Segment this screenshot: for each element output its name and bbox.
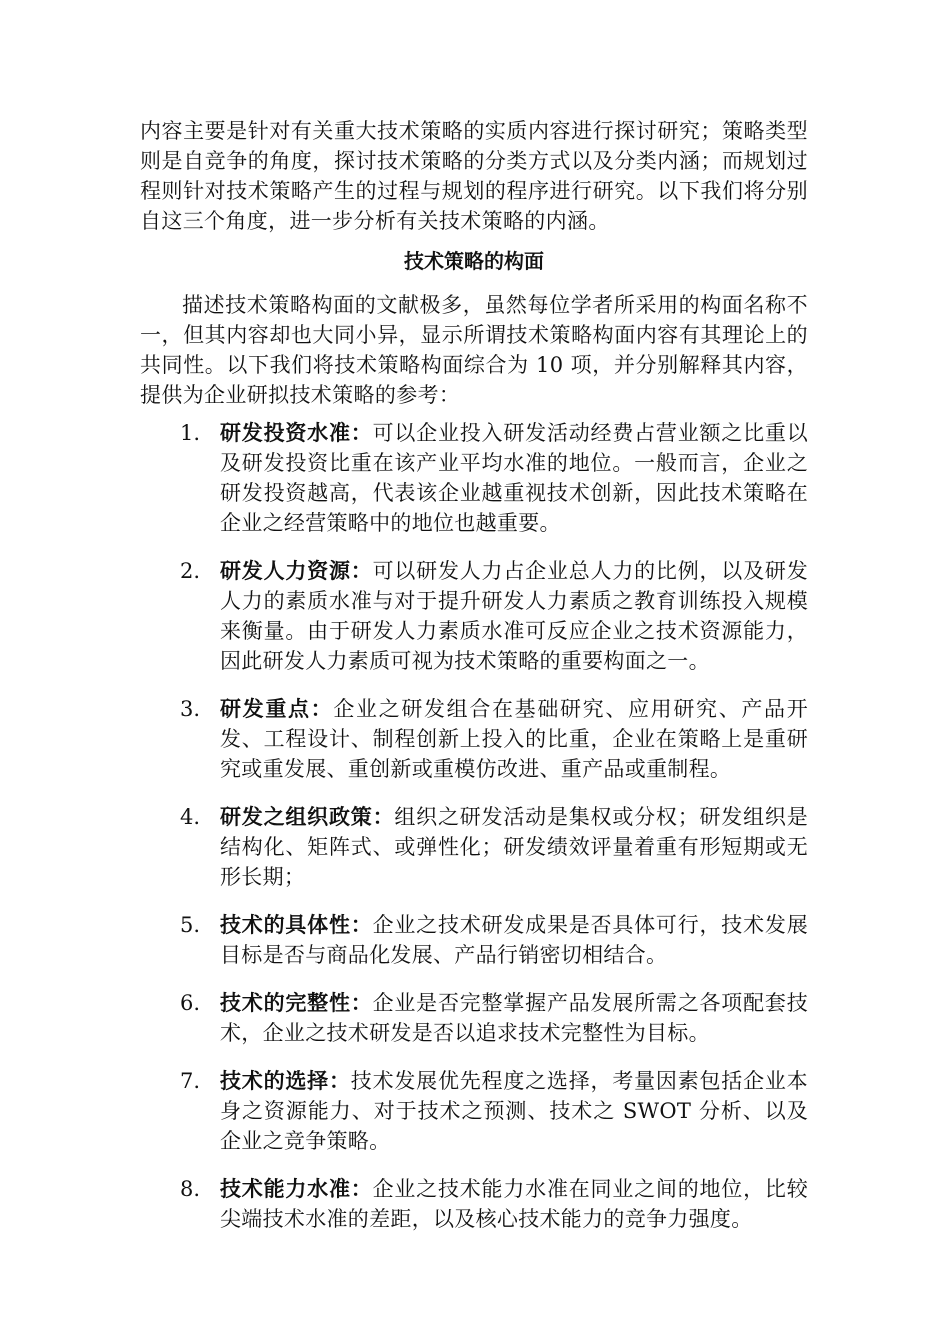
list-item-term: 研发重点：: [220, 697, 334, 721]
list-item-number: 6.: [180, 991, 201, 1015]
list-item-number: 2.: [180, 559, 201, 583]
list-item-number: 3.: [180, 697, 201, 721]
list-item-term: 技术的完整性：: [220, 991, 373, 1015]
list-item: [140, 802, 808, 892]
list-item-text: 可以研发人力占企业总人力的比例，以及研发人力的素质水准与对于提升研发人力素质之教育训练投入规模来衡量。由于研发人力素质水准可反应企业之技术资源能力，因此研发人力素质可视为技术策略的重要构面之一。: [220, 559, 808, 673]
list-item: [140, 556, 808, 676]
list-item-number: 4.: [180, 805, 201, 829]
list-item-term: 技术的具体性：: [220, 913, 373, 937]
section-heading: 技术策略的构面: [404, 249, 544, 273]
list-item-text: 可以企业投入研发活动经费占营业额之比重以及研发投资比重在该产业平均水准的地位。一般而言，企业之研发投资越高，代表该企业越重视技术创新，因此技术策略在企业之经营策略中的地位也越重要。: [220, 421, 808, 535]
list-item-text: 企业之技术研发成果是否具体可行，技术发展目标是否与商品化发展、产品行销密切相结合。: [220, 913, 808, 967]
list-item-term: 技术能力水准：: [220, 1177, 373, 1201]
section-paragraph: 描述技术策略构面的文献极多，虽然每位学者所采用的构面名称不一，但其内容却也大同小异，显示所谓技术策略构面内容有其理论上的共同性。以下我们将技术策略构面综合为 10 项，并分别解释其内容，提供为企业研拟技术策略的参考：: [140, 293, 808, 407]
list-item-number: 5.: [180, 913, 201, 937]
list-item: [140, 910, 808, 970]
list-item-term: 研发人力资源：: [220, 559, 373, 583]
intro-paragraph: 内容主要是针对有关重大技术策略的实质内容进行探讨研究；策略类型则是自竞争的角度，探讨技术策略的分类方式以及分类内涵；而规划过程则针对技术策略产生的过程与规划的程序进行研究。以下我们将分别自这三个角度，进一步分析有关技术策略的内涵。: [140, 119, 808, 233]
list-item-text: 技术发展优先程度之选择，考量因素包括企业本身之资源能力、对于技术之预测、技术之 SWOT 分析、以及企业之竞争策略。: [220, 1069, 808, 1153]
list-item: [140, 694, 808, 784]
dimension-list: [140, 418, 808, 1252]
list-item: [140, 1174, 808, 1234]
list-item-number: 7.: [180, 1069, 201, 1093]
list-item-text: 组织之研发活动是集权或分权；研发组织是结构化、矩阵式、或弹性化；研发绩效评量着重有形短期或无形长期；: [220, 805, 808, 889]
list-item-number: 8.: [180, 1177, 201, 1201]
list-item-term: 研发投资水准：: [220, 421, 373, 445]
list-item-term: 研发之组织政策：: [220, 805, 395, 829]
list-item: [140, 418, 808, 538]
list-item-term: 技术的选择：: [220, 1069, 351, 1093]
list-item-text: 企业之研发组合在基础研究、应用研究、产品开发、工程设计、制程创新上投入的比重，企业在策略上是重研究或重发展、重创新或重模仿改进、重产品或重制程。: [220, 697, 808, 781]
list-item-text: 企业是否完整掌握产品发展所需之各项配套技术，企业之技术研发是否以追求技术完整性为目标。: [220, 991, 808, 1045]
list-item-number: 1.: [180, 421, 201, 445]
list-item-text: 企业之技术能力水准在同业之间的地位，比较尖端技术水准的差距，以及核心技术能力的竞争力强度。: [220, 1177, 808, 1231]
list-item: [140, 1066, 808, 1156]
list-item: [140, 988, 808, 1048]
